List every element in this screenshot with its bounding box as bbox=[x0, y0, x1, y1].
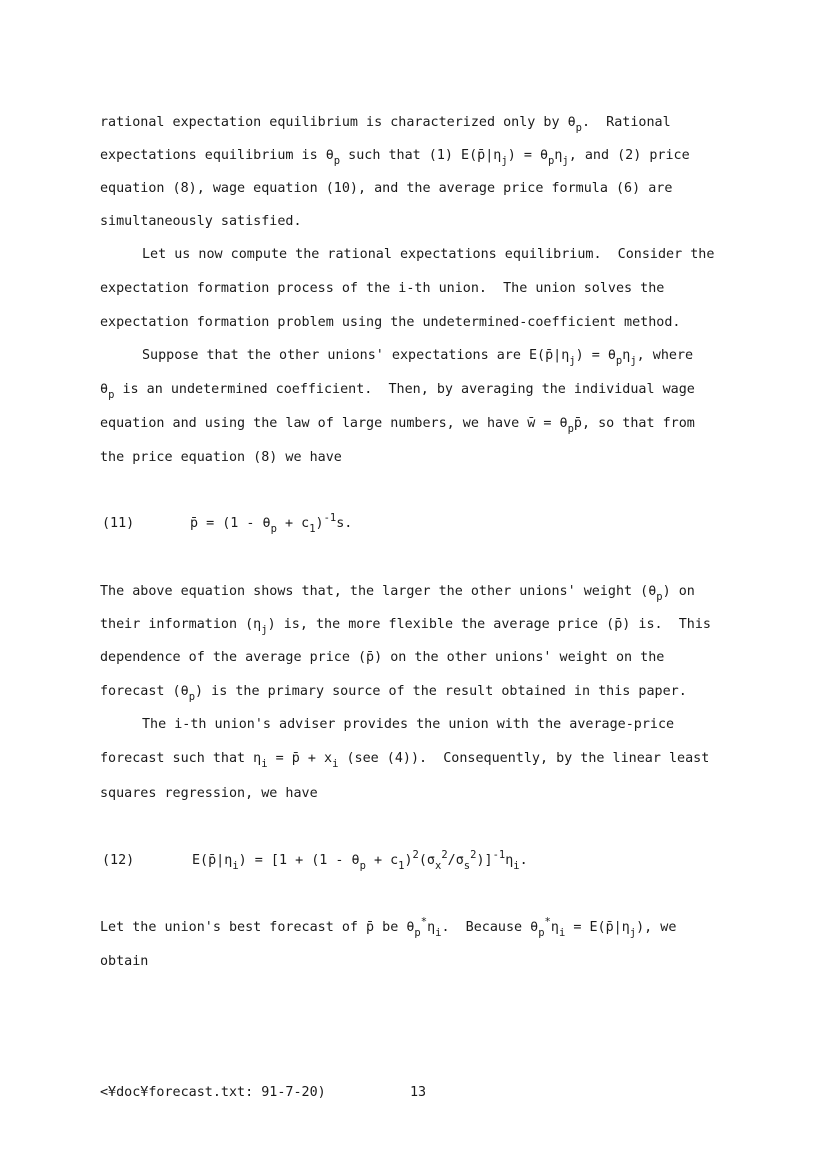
paragraph-5-line-3: squares regression, we have bbox=[100, 786, 318, 801]
paragraph-3-line-3: equation and using the law of large numbers, we have w̄ = $\theta_pp̄$, so that from bbox=[100, 416, 695, 435]
paragraph-5-line-2: forecast such that $\eta_i$ = p̄ + $x_i$ (see (4)). Consequently, by the linear least bbox=[100, 751, 710, 770]
paragraph-2-line-3: expectation formation problem using the undetermined-coefficient method. bbox=[100, 315, 681, 330]
paragraph-2-line-2: expectation formation process of the i-th union. The union solves the bbox=[100, 281, 665, 296]
equation-12: $E(p̄|\eta_i) = [1 + (1 - \theta_p + c_1)^2(\sigma_x^2/\sigma_s^2)]^{-1}\eta_i$. bbox=[192, 849, 528, 872]
page-number: 13 bbox=[410, 1085, 427, 1100]
paragraph-3-line-4: the price equation (8) we have bbox=[100, 450, 342, 465]
equation-11: p̄ = $(1 - \theta_p + c_1)^{-1}s$. bbox=[190, 512, 353, 535]
equation-12-label: (12) bbox=[102, 853, 135, 868]
paragraph-6-line-1: Let the union's best forecast of p̄ be $\theta_p^*\eta_i$. Because $\theta_p^*\eta_i$ = $E(p̄|\eta_j)$, we bbox=[100, 916, 677, 939]
paragraph-1-line-4: simultaneously satisfied. bbox=[100, 214, 302, 229]
paragraph-4-line-4: forecast $(\theta_p)$ is the primary source of the result obtained in this paper. bbox=[100, 684, 687, 703]
paragraph-4-line-3: dependence of the average price (p̄) on the other unions' weight on the bbox=[100, 650, 665, 665]
paragraph-1-line-2: expectations equilibrium is $\theta_p$ such that (1) $E(p̄|\eta_j) = \theta_p\eta_j$, and (2) price bbox=[100, 148, 690, 167]
paragraph-4-line-1: The above equation shows that, the larger the other unions' weight $(\theta_p)$ on bbox=[100, 584, 695, 603]
paragraph-1-line-1: rational expectation equilibrium is characterized only by $\theta_p$. Rational bbox=[100, 115, 671, 134]
paragraph-1-line-3: equation (8), wage equation (10), and the average price formula (6) are bbox=[100, 181, 673, 196]
footer-file-reference: <¥doc¥forecast.txt: 91-7-20) bbox=[100, 1085, 326, 1100]
equation-11-label: (11) bbox=[102, 516, 135, 531]
paragraph-4-line-2: their information $(\eta_j)$ is, the more flexible the average price (p̄) is. This bbox=[100, 617, 711, 636]
paragraph-3-line-2: $\theta_p$ is an undetermined coefficient. Then, by averaging the individual wage bbox=[100, 382, 695, 401]
paragraph-5-line-1: The i-th union's adviser provides the union with the average-price bbox=[142, 717, 675, 732]
paragraph-2-line-1: Let us now compute the rational expectations equilibrium. Consider the bbox=[142, 247, 715, 262]
paragraph-6-line-2: obtain bbox=[100, 954, 149, 969]
paragraph-3-line-1: Suppose that the other unions' expectations are $E(p̄|\eta_j) = \theta_p\eta_j$, where bbox=[142, 348, 694, 367]
